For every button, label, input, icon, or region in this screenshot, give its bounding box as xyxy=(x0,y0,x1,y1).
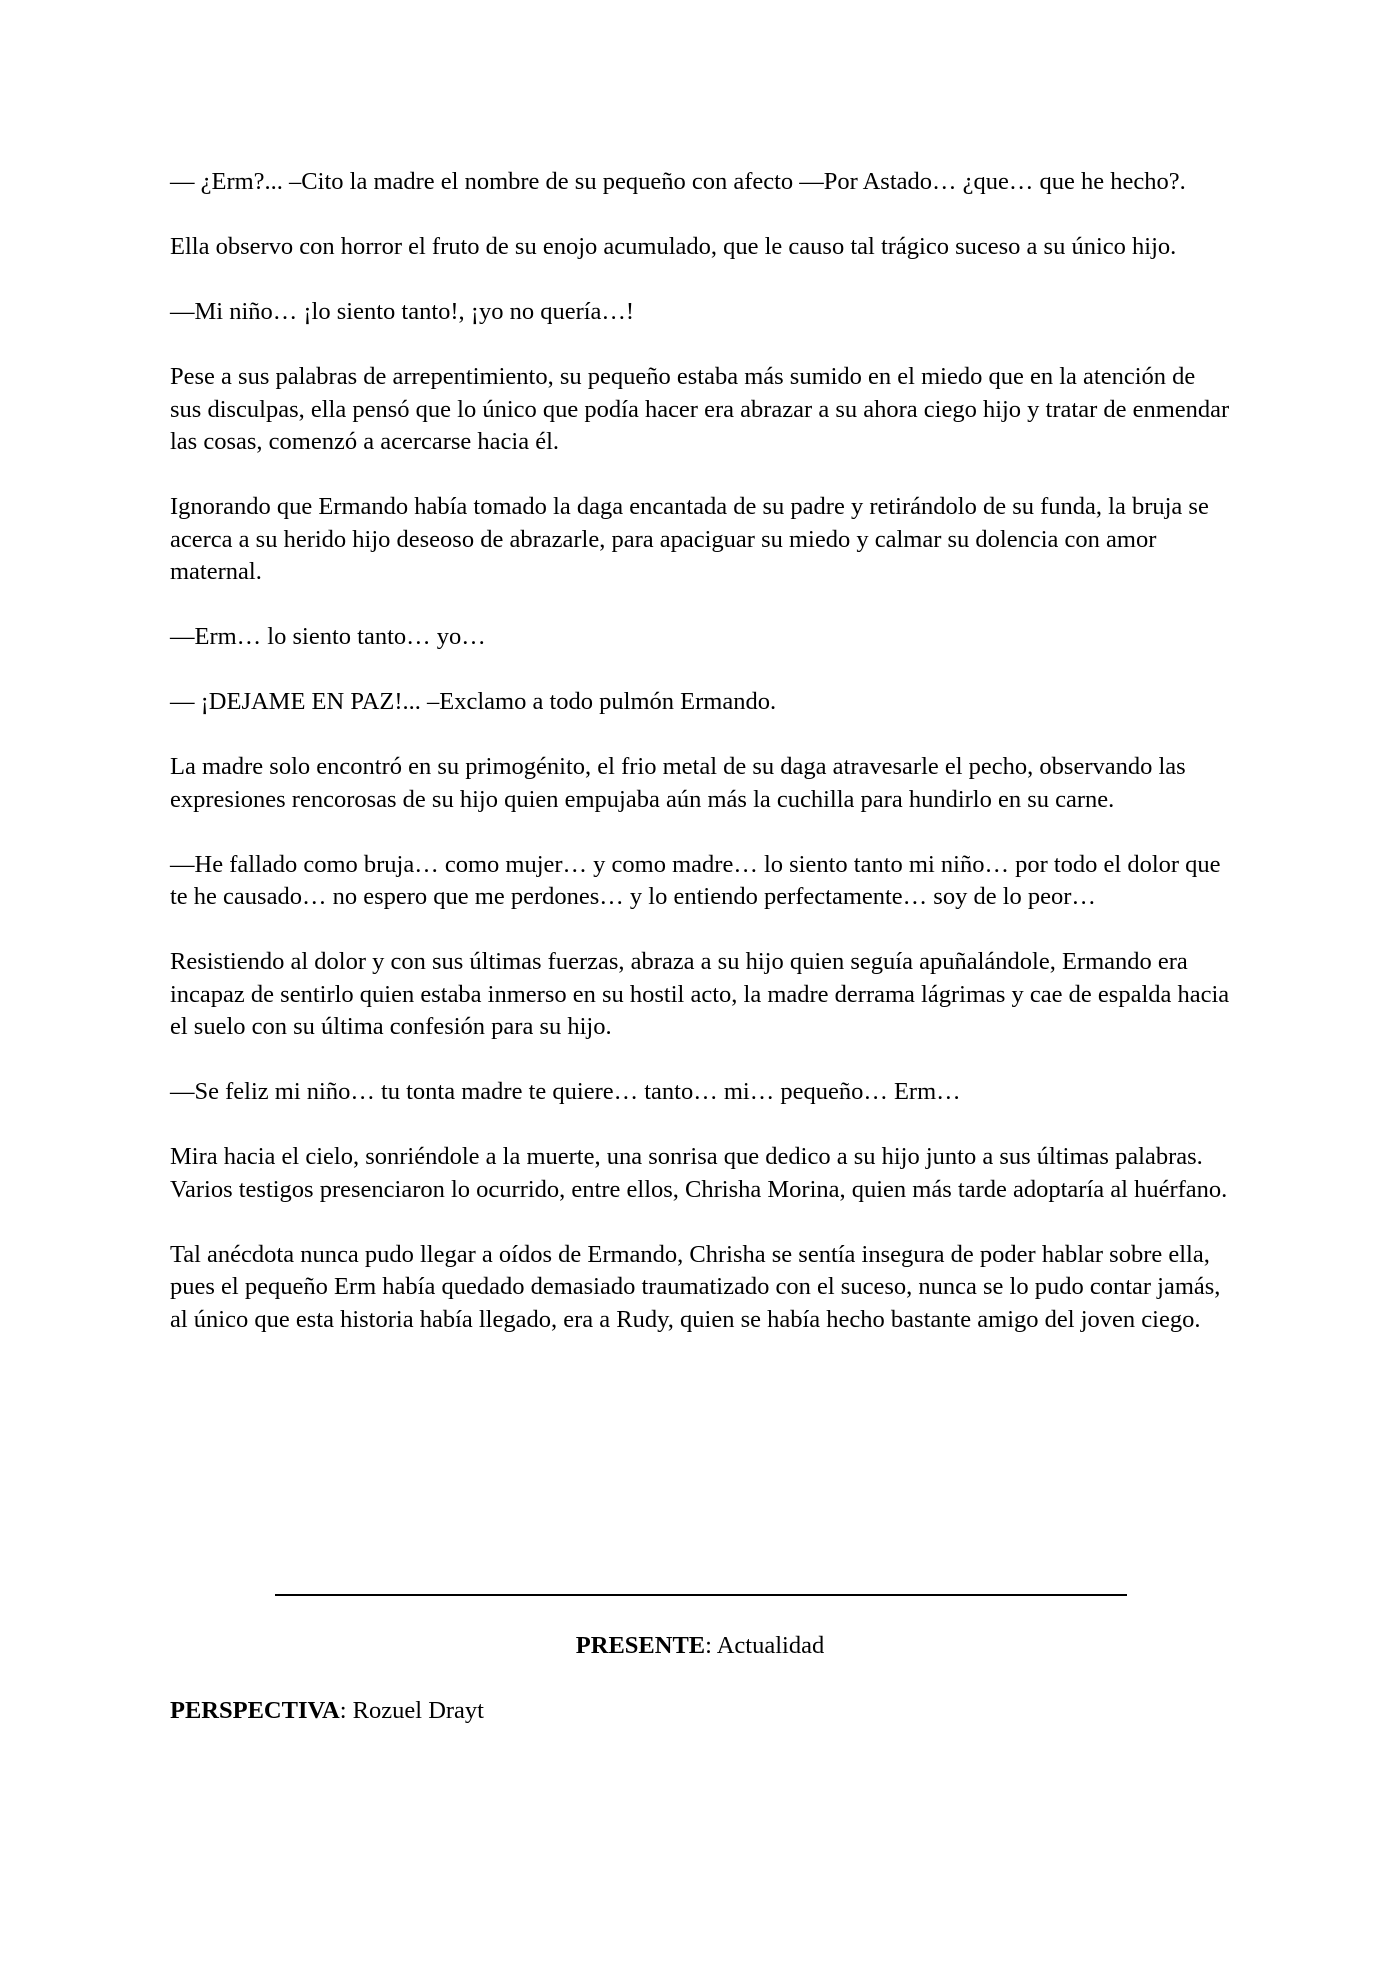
perspectiva-line xyxy=(170,1695,484,1727)
presente-value: : Actualidad xyxy=(705,1632,825,1659)
paragraph: —Se feliz mi niño… tu tonta madre te quiere… tanto… mi… pequeño… Erm… xyxy=(170,1078,961,1105)
presente-label: PRESENTE xyxy=(575,1632,706,1659)
paragraph: —He fallado como bruja… como mujer… y como madre… lo siento tanto mi niño… por todo el dolor que te he causado… no espero que me perdones… y lo entiendo perfectamente… soy de lo peor… xyxy=(170,850,1221,910)
document-body xyxy=(170,166,1230,1369)
paragraph: — ¿Erm?... –Cito la madre el nombre de su pequeño con afecto —Por Astado… ¿que… que he hecho?. xyxy=(170,168,1186,195)
paragraph: — ¡DEJAME EN PAZ!... –Exclamo a todo pulmón Ermando. xyxy=(170,688,777,715)
presente-line xyxy=(0,1630,1400,1662)
paragraph: —Mi niño… ¡lo siento tanto!, ¡yo no quería…! xyxy=(170,298,635,325)
paragraph: Tal anécdota nunca pudo llegar a oídos de Ermando, Chrisha se sentía insegura de poder hablar sobre ella, pues el pequeño Erm había quedado demasiado traumatizado con el suceso, nunca se lo pudo contar jamás, al único que esta historia había llegado, era a Rudy, quien se había hecho bastante amigo del joven ciego. xyxy=(170,1240,1221,1333)
perspectiva-value: : Rozuel Drayt xyxy=(339,1697,484,1724)
paragraph: Ignorando que Ermando había tomado la daga encantada de su padre y retirándolo de su funda, la bruja se acerca a su herido hijo deseoso de abrazarle, para apaciguar su miedo y calmar su dolencia con amor maternal. xyxy=(170,493,1209,585)
paragraph: Resistiendo al dolor y con sus últimas fuerzas, abraza a su hijo quien seguía apuñalándole, Ermando era incapaz de sentirlo quien estaba inmerso en su hostil acto, la madre derrama lágrimas y cae de espalda hacia el suelo con su última confesión para su hijo. xyxy=(170,948,1230,1040)
paragraph: Pese a sus palabras de arrepentimiento, su pequeño estaba más sumido en el miedo que en la atención de sus disculpas, ella pensó que lo único que podía hacer era abrazar a su ahora ciego hijo y tratar de enmendar las cosas, comenzó a acercarse hacia él. xyxy=(170,363,1230,455)
paragraph: Mira hacia el cielo, sonriéndole a la muerte, una sonrisa que dedico a su hijo junto a sus últimas palabras. Varios testigos presenciaron lo ocurrido, entre ellos, Chrisha Morina, quien más tarde adoptaría al huérfano. xyxy=(170,1143,1228,1203)
paragraph: —Erm… lo siento tanto… yo… xyxy=(170,623,486,650)
paragraph: La madre solo encontró en su primogénito, el frio metal de su daga atravesarle el pecho, observando las expresiones rencorosas de su hijo quien empujaba aún más la cuchilla para hundirlo en su carne. xyxy=(170,753,1186,813)
paragraph: Ella observo con horror el fruto de su enojo acumulado, que le causo tal trágico suceso a su único hijo. xyxy=(170,233,1177,260)
section-divider xyxy=(275,1594,1127,1596)
perspectiva-label: PERSPECTIVA xyxy=(170,1697,340,1724)
